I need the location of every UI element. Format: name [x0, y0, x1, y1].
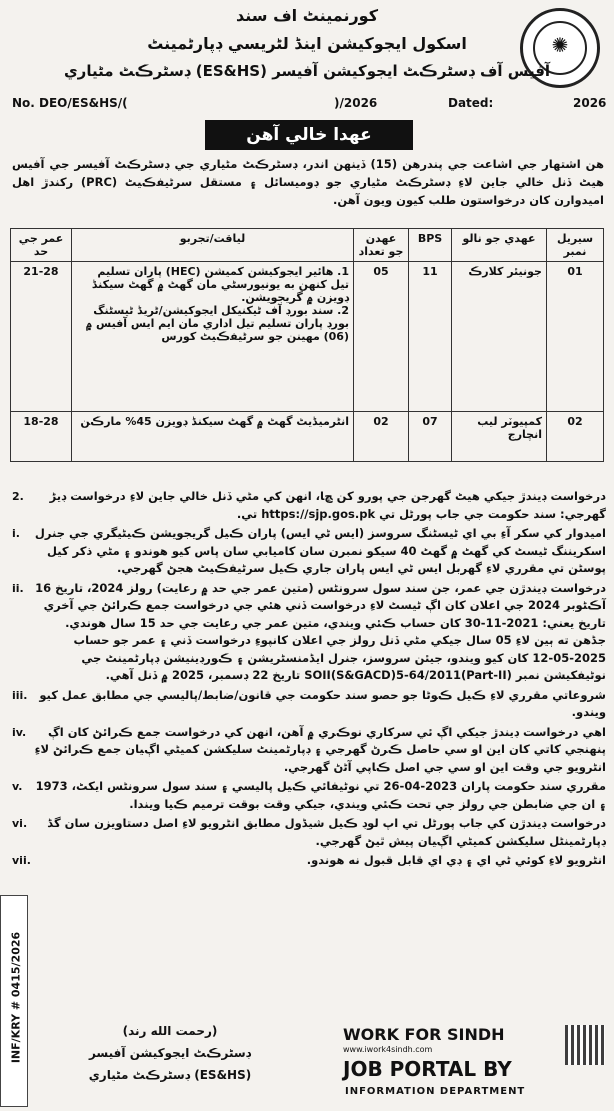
reference-year: )/2026 — [334, 96, 378, 110]
signature-block — [70, 1020, 270, 1086]
seal-emblem-icon: ✺ — [551, 33, 569, 57]
condition-item — [12, 488, 606, 523]
condition-text: اﻫﻲ درﺧﻮاﺳﺖ ڊﻳﻨﺪڙ ﺟﻴﮑﻲ اڳ ﺋﻲ ﺳﺮﮐﺎري ﻧﻮڪﺮي ۾ آﻫﻦ، اﻧﻬﻦ ﮐﻲ درﺧﻮاﺳﺖ ﺟﻤﻊ ڪﺮاﺋﮡ ﮐﺎن اڳ ﭘﻨﻬﻨﺠﻲ ﮐﺎﺗﻲ ﮐﺎن اﻳﻦ او ﺳﻲ ﺣﺎﺻﻞ ڪﺮڻ ﮔﻬﺮﺟﻲ ۽ ڊﭘﺎرﭨﻤﻴﻨﭧ ﺳﻠﻴﮑﺸﻦ ﮐﻤﻴﭩﻲ اڳﻴﺎن ﺟﻤﻊ ڪﺮاﺋﮡ ﻻءِ اﻧﭩﺮوﻳﻮ ﺟﻲ وﻗﺖ اﻳﻦ او ﺳﻲ ﺟﻲ اﺻﻞ ڪﺎﭘﻲ آﮢڻ ﮔﻬﺮﺟﻲ. — [34, 724, 606, 774]
condition-marker: iv. — [12, 725, 27, 739]
condition-item — [12, 778, 606, 813]
col-serial: ﺳﻴﺮﻳﻞ ﻧﻤﺒﺮ — [547, 229, 604, 262]
condition-item — [12, 815, 606, 850]
qualification-item: 1. ﻫﺎﺋﻴﺮ اﻳﺠﻮﮐﻴﺸﻦ ﮐﻤﻴﺸﻦ (HEC) ﭘﺎران ﺗﺴﻠﻴﻢ ﺗﻴﻞ ﮐﻨﻬﻦ ﺑﻪ ﻳﻮﻧﻴﻮرﺳﭩﻲ ﻣﺎن ﮔﻬﭧ ۾ ﮔﻬﭧ ﺳﻴﮑﻨﮉ ڊوﻳﺰن ۾ ﮔﺮﻳﺠﻮﻳﺸﻦ. — [91, 265, 349, 304]
col-count: ﻋﻬﺪن ﺟﻮ ﺗﻌﺪاد — [354, 229, 409, 262]
condition-marker: vii. — [12, 854, 31, 867]
header-government: ﮐﻮرﻧﻤﻴﻨﭧ اف ﺳﻨﺪ — [236, 6, 378, 25]
vacancies-banner: ﻋﻬﺪا ﺧﺎﻟﻲ آﻫﻦ — [205, 120, 413, 150]
condition-marker: iii. — [12, 688, 28, 702]
condition-item — [12, 852, 606, 870]
condition-text: اﻧﭩﺮوﻳﻮ ﻻءِ ﮐﻮﺋﻲ ﭨﻲ اي ۽ ڊي اي ﻗﺎﺑﻞ ﻗﺒﻮل ﻧﻪ ﻫﻮﻧﺪو. — [306, 853, 606, 867]
condition-marker: v. — [12, 780, 23, 793]
cell-count: 05 — [354, 262, 409, 412]
intro-paragraph: ﻫﻦ اﺷﺘﻬﺎر ﺟﻲ اﺷﺎﻋﺖ ﺟﻲ ﭘﻨﺪرﻫﻦ (15) ڏﻳﻨﻬﻦ اﻧﺪر، ڊﺳﭩﺮڪﭧ ﻣﭩﻴﺎري ﺟﻲ ڊﺳﭩﺮڪﭧ آﻓﻴﺴﺮ ﺟﻲ آﻓﻴﺲ ﻫﻴﭧ ڏﻧﻞ ﺧﺎﻟﻲ ﺟﺎﻳﻦ ﻻءِ ڊﺳﭩﺮڪﭧ ﻣﭩﻴﺎري ﺟﻮ ڊوﻣﻴﺴﺎﺋﻞ ۽ ﻣﺴﺘﻘﻞ ﺳﺮﭨﻴﻔڪﻴﭧ (PRC) رکندڙ اﻫﻞ اﻣﻴﺪوارن ﮐﺎن درﺧﻮاﺳﺘﻮن ﻃﻠﺐ ﮐﻴﻮن وﻳﻮن آﻫﻦ. — [12, 157, 605, 207]
table-row — [11, 412, 604, 462]
condition-marker: i. — [12, 527, 20, 540]
table-row — [11, 262, 604, 412]
signatory-office: (ES&HS) ڊﺳﭩﺮڪﭧ ﻣﭩﻴﺎري — [88, 1068, 252, 1082]
reference-number: No. DEO/ES&HS/( — [12, 96, 128, 110]
portal-url: www.iwork4sindh.com — [343, 1045, 433, 1054]
condition-marker: 2. — [12, 490, 24, 503]
condition-text: اﻣﻴﺪوار ﮐﻲ ﺳﮑﺮ آءِ ﺑﻲ اي ﭨﻴﺴﭩﻨﮓ ﺳﺮوﺳﺰ (اﻳﺲ ﭨﻲ اﻳﺲ) ﭘﺎران ڪﻴﻞ ﮔﺮﻳﺠﻮﻳﺸﻦ ڪﻴﭩﻴﮕﺮي ﺟﻲ ﺟﻨﺮل اﺳﮑﺮﻳﻨﻨﮓ ﭨﻴﺴﭧ ﮐﻲ ﮔﻬﭧ ۾ ﮔﻬﭧ 40 ﺳﻴﮑﻮ ﻧﻤﺒﺮن ﺳﺎن ﮐﺎﻣﻴﺎﺑﻲ ﺳﺎن ﭘﺎس ﮐﻴﻮ ﻫﻮﻧﺪو ۽ ﻣﭩﻲ ذﮐﺮ ﮐﻴﻞ ﭘﻮﺳﭩﻦ ﺗﻲ ﻣﻘﺮري ﻻءِ ﮔﻬﺮﺑﻞ اﻳﺲ ﭨﻲ اﻳﺲ ﭘﺎران ﺟﺎري ڪﻴﻞ ﺳﺮﭨﻴﻔڪﻴﭧ ﻫﺠﮡ ﮔﻬﺮﺟﻲ. — [34, 526, 606, 575]
portal-department: INFORMATION DEPARTMENT — [345, 1086, 526, 1097]
table-header-row — [11, 229, 604, 262]
qualification-item: 2. ﺳﻨﺪ ﺑﻮرڊ آف ﭨﻴﮑﻨﻴﮑﻞ اﻳﺠﻮﮐﻴﺸﻦ/ﭨﺮﻳﮉ ﭨﻴﺴﭩﻨﮓ ﺑﻮرڊ ﭘﺎران ﺗﺴﻠﻴﻢ ﺗﻴﻞ اداري ﻣﺎن اﻳﻢ اﻳﺲ آﻓﻴﺲ ۾ (06) ﻣﻬﻴﻨﻦ ﺟﻮ ﺳﺮﭨﻴﻔڪﻴﭧ ﮐﻮرس — [85, 304, 349, 343]
col-bps: BPS — [409, 229, 452, 262]
conditions-list — [12, 488, 606, 872]
condition-text: درﺧﻮاﺳﺖ ڊﻳﻨﺪڙن ﺟﻲ ﻋﻤﺮ، ﺟﻦ ﺳﻨﺪ ﺳﻮل ﺳﺮوﻧﭩﺲ (ﻣﺘﻴﻦ ﻋﻤﺮ ﺟﻲ ﺣﺪ ۾ رﻋﺎﻳﺖ) روﻟﺰ 2024، ﺗﺎرﻳﺦ 16 آڪﭩﻮﺑﺮ 2024 ﺟﻲ اﻋﻼن ﮐﺎن اڳ ﭨﻴﺴﭧ ﻻءِ درﺧﻮاﺳﺖ ڏﻧﻲ ﻫﺌﻲ ﺟﻲ درﺧﻮاﺳﺖ ﺟﻤﻊ ڪﺮاﺋﮡ ﺟﻲ آﺧﺮي ﺗﺎرﻳﺦ ﻳﻌﻨﻲ: 2021-11-30 ﮐﺎن ﺣﺴﺎب ڪﺌﻲ وﻳﻨﺪي، ﻣﺘﻴﻦ ﻋﻤﺮ ﺟﻲ رﻋﺎﻳﺖ ﺟﻲ ﺣﺪ 15 ﺳﺎل ﻫﻮﻧﺪي. ﺟﮉﻫﻦ ﺗﻪ ﭔﻴﻦ ﻻءِ 05 ﺳﺎل ﺟﻴﮑﻲ ﻣﭩﻲ ڏﻧﻞ روﻟﺰ ﺟﻲ اﻋﻼن ﮐﺎﻧﭙﻮءِ درﺧﻮاﺳﺖ ڏﻧﻲ ۽ ﻋﻤﺮ ﺟﻮ ﺣﺴﺎب 2025-05-12 ﮐﺎن ﮐﻴﻮ وﻳﻨﺪو، ﺟﻴﺌﻦ ﺳﺮوﺳﺰ، ﺟﻨﺮل اﻳﮉﻣﻨﺴﭩﺮﻳﺸﻦ ۽ ڪﻮرڊﻳﻨﻴﺸﻦ ڊﭘﺎرﭨﻤﻴﻨﭧ ﺟﻲ ﻧﻮﭨﻴﻔﮑﻴﺸﻦ ﻧﻤﺒﺮ SOII(S&GACD)5-64/2011(Part-II) ﺗﺎرﻳﺦ 22 ڊﺳﻤﺒﺮ، 2025 ۾ ڏﻧﻞ آﻫﻲ. — [35, 580, 606, 682]
col-post: ﻋﻬﺪي ﺟﻮ ﻧﺎﻟﻮ — [452, 229, 547, 262]
header-department: اﺳﮑﻮل اﻳﺠﻮﮐﻴﺸﻦ اﻳﻨﮉ ﻟﭩﺮﻳﺴﻲ ڊﭘﺎرﭨﻤﻴﻨﭧ — [147, 34, 467, 53]
portal-brand-text: WORK FOR SINDH — [343, 1025, 505, 1044]
condition-text: ﻣﻘﺮري ﺳﻨﺪ ﺣﻜﻮﻣﺖ ﭘﺎران 2023-04-26 ﺗﻲ ﻧﻮﭨﻴﻔﺎﺋﻲ ڪﻴﻞ ﭘﺎﻟﻴﺴﻲ ۽ ﺳﻨﺪ ﺳﻮل ﺳﺮوﻧﭩﺲ اﻳﮑﭧ، 1973 ۽ ان ﺟﻲ ﺿﺎﺑﻄﻦ ﺟﻲ روﻟﺰ ﺟﻲ ﺗﺤﺖ ڪﺌﻲ وﻳﻨﺪي، ﺟﻴﮑﻲ وﻗﺖ ﺑﻮﻗﺖ ﺗﺮﻣﻴﻢ ڪﻴﺎ وﻳﻨﺪا. — [35, 779, 606, 811]
cell-post: ﮐﻤﭙﻴﻮٽر ﻟﻴﺐ اﻧﭽﺎرج — [452, 412, 547, 462]
signatory-name: (رﺣﻤﺖ اﻟﻠﻪ رﻧﺪ) — [122, 1024, 218, 1038]
col-qualification: ﻟﻴﺎﻗﺖ/ﺗﺠﺮﺑﻮ — [72, 229, 354, 262]
cell-serial: 01 — [547, 262, 604, 412]
job-portal-box — [343, 1025, 607, 1105]
condition-marker: vi. — [12, 817, 28, 830]
cell-age: 21-28 — [11, 262, 72, 412]
cell-bps: 11 — [409, 262, 452, 412]
condition-item — [12, 687, 606, 722]
condition-text: ﺷﺮوﻋﺎﺗﻲ ﻣﻘﺮري ﻻءِ ڪﻴﻞ ڪﻮﭨﺎ ﺟﻮ ﺣﺼﻮ ﺳﻨﺪ ﺣﻜﻮﻣﺖ ﺟﻲ ﻗﺎﻧﻮن/ﺿﺎﺑﻂ/ﭘﺎﻟﻴﺴﻲ ﺟﻲ ﻣﻄﺎﺑﻖ ﻋﻤﻞ ﮐﻴﻮ وﻳﻨﺪو. — [39, 687, 606, 719]
cell-qualification — [72, 412, 354, 462]
condition-text: درﺧﻮاﺳﺖ ڊﻳﻨﺪڙن ﮐﻲ ﺟﺎب ﭘﻮرﭨﻞ ﺗﻲ اپ ﻟﻮڊ ڪﻴﻞ ﺷﻴﮉول ﻣﻄﺎﺑﻖ اﻧﭩﺮوﻳﻮ ﻻءِ اﺻﻞ دﺳﺘﺎوﻳﺰن ﺳﺎن ﮔﮉ ڊﭘﺎرﭨﻤﻴﻨﭩﻞ ﺳﻠﻴﮑﺸﻦ ﮐﻤﻴﭩﻲ اڳﻴﺎن ﭘﻴﺶ ﭤﻴﮡ ﮔﻬﺮﺟﻲ. — [47, 816, 606, 848]
col-age: ﻋﻤﺮ ﺟﻲ ﺣﺪ — [11, 229, 72, 262]
cell-age: 18-28 — [11, 412, 72, 462]
qr-code-icon — [565, 1025, 605, 1065]
condition-item — [12, 525, 606, 578]
cell-count: 02 — [354, 412, 409, 462]
cell-qualification — [72, 262, 354, 412]
condition-marker: ii. — [12, 581, 24, 595]
condition-text: درﺧﻮاﺳﺖ ڊﻳﻨﺪڙ ﺟﻴﮑﻲ ﻫﻴﭧ ﮔﻬﺮﺟﻦ ﺟﻲ ﭘﻮرو ﮐﻦ ﭿﺎ، اﻧﻬﻦ ﮐﻲ ﻣﭩﻲ ڏﻧﻞ ﺧﺎﻟﻲ ﺟﺎﻳﻦ ﻻءِ درﺧﻮاﺳﺖ ڊﻳﮍ ﮔﻬﺮﺟﻲ: ﺳﻨﺪ ﺣﻜﻮﻣﺖ ﺟﻲ ﺟﺎب ﭘﻮرﭨﻞ ﺗﻲ https://sjp.gos.pk ﺗﻲ. — [49, 489, 606, 521]
cell-bps: 07 — [409, 412, 452, 462]
signatory-title: ڊﺳﭩﺮڪﭧ اﻳﺠﻮﮐﻴﺸﻦ آﻓﻴﺴﺮ — [88, 1046, 252, 1060]
cell-post: ﺟﻮﻧﻴﺌﺮ ﮐﻼرڪ — [452, 262, 547, 412]
cell-serial: 02 — [547, 412, 604, 462]
condition-item — [12, 724, 606, 777]
dated-label: Dated: — [448, 96, 494, 110]
side-stamp-text: INF/KRY # 0415/2026 — [9, 931, 23, 1064]
posts-table — [10, 228, 604, 462]
side-stamp — [0, 895, 28, 1107]
portal-headline: JOB PORTAL BY — [343, 1057, 512, 1081]
dated-year: 2026 — [573, 96, 607, 110]
header-office: آﻓﻴﺲ آف ڊﺳﭩﺮڪﭧ اﻳﺠﻮﮐﻴﺸﻦ آﻓﻴﺴﺮ (ES&HS) ڊﺳﭩﺮڪﭧ ﻣﭩﻴﺎري — [63, 62, 551, 80]
qualification-item: اﻧﭩﺮﻣﻴﮉﻳﭧ ﮔﻬﭧ ۾ ﮔﻬﭧ ﺳﻴﮑﻨﮉ ڊوﻳﺰن 45% ﻣﺎرڪﻦ — [80, 415, 349, 428]
condition-item — [12, 580, 606, 685]
